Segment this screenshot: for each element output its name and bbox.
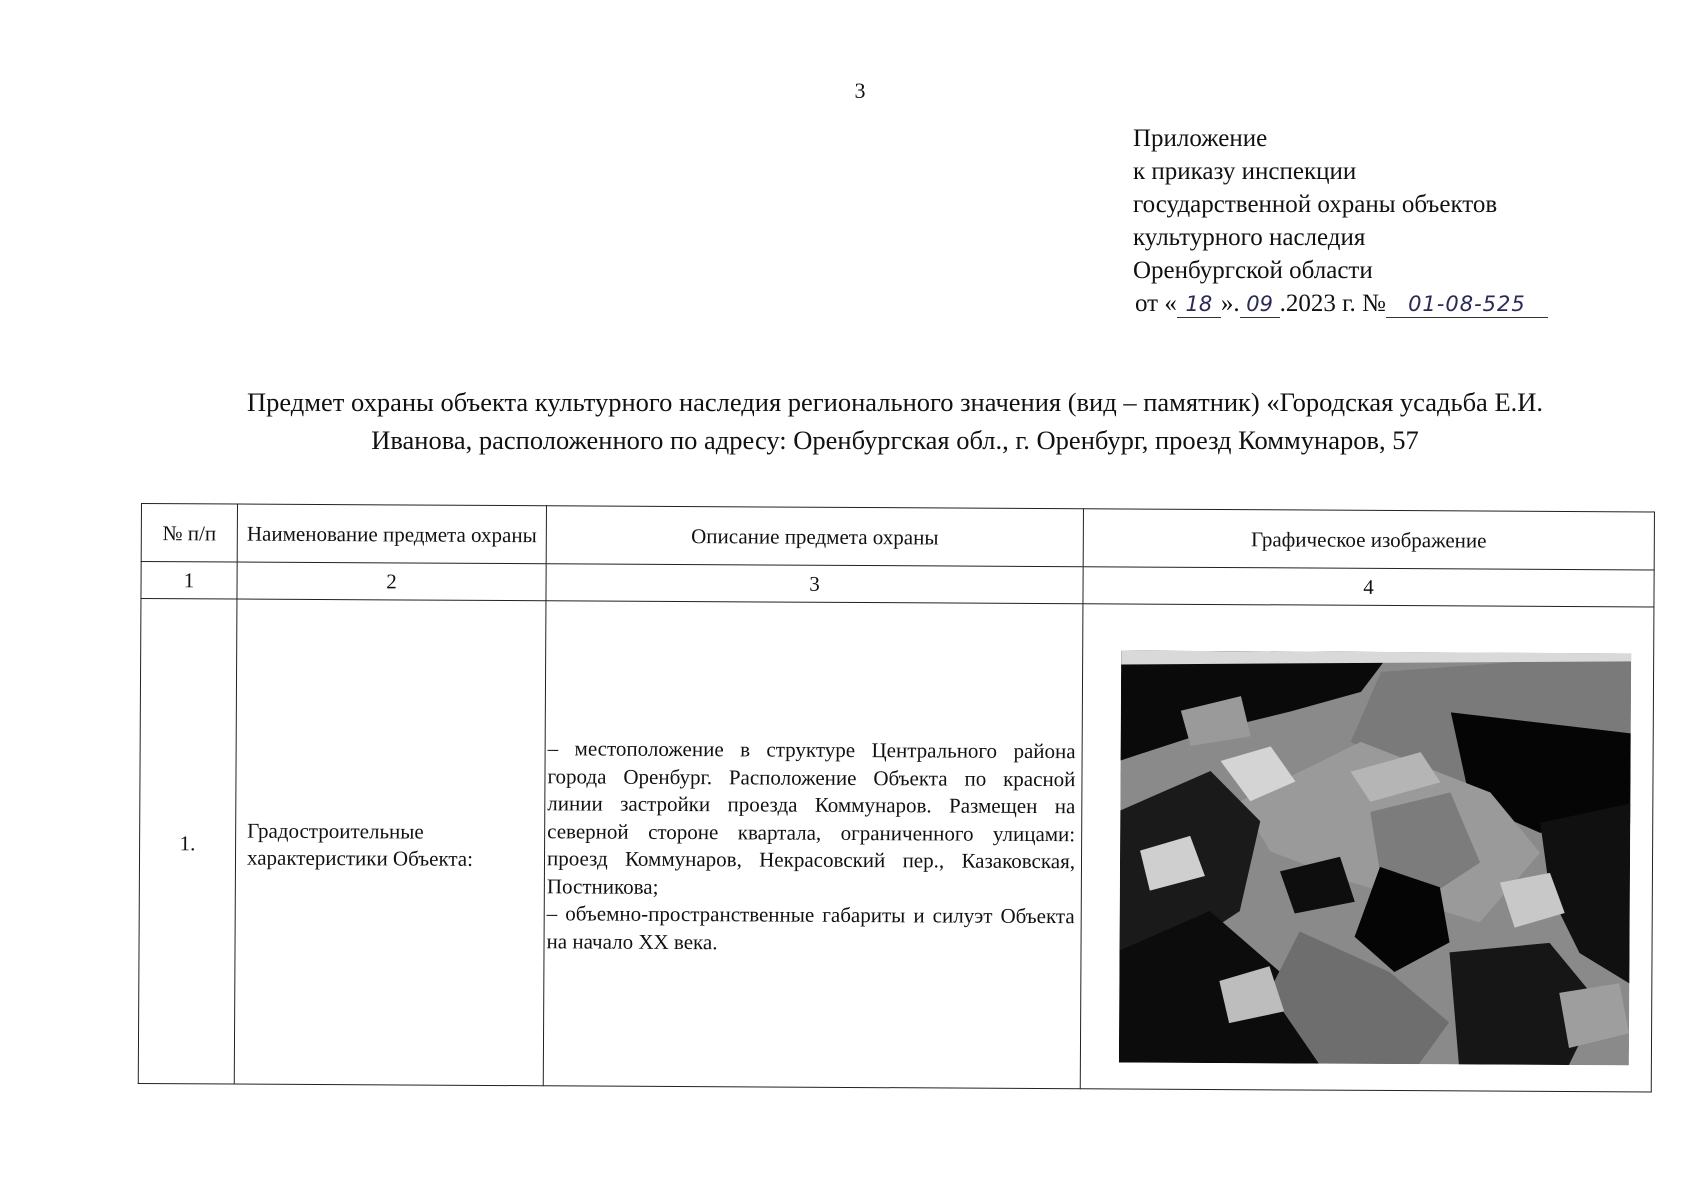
date-year: .2023 г. № (1279, 290, 1386, 317)
title-line-2: Иванова, расположенного по адресу: Оренбургская обл., г. Оренбург, проезд Коммунаров, 57 (371, 425, 1419, 455)
handwritten-day: 18 (1177, 291, 1221, 318)
page-number: 3 (854, 78, 866, 103)
date-separator: ». (1220, 290, 1240, 317)
appendix-block (1133, 122, 1673, 320)
title-line-1: Предмет охраны объекта культурного наследия регионального значения (вид – памятник) «Городская усадьба Е.И. (246, 387, 1544, 417)
document-title (170, 383, 1620, 459)
appendix-line: Приложение (1133, 125, 1268, 152)
handwritten-month: 09 (1240, 291, 1280, 318)
column-number: 1 (141, 562, 237, 600)
header-number: № п/п (141, 504, 237, 563)
row-description (543, 601, 1083, 1089)
description-paragraph: – местоположение в структуре Центрального района города Оренбург. Расположение Объекта по красной линии застройки проезда Коммунаров. Размещен на северной стороне квартала, ограниченного улицами: проезд Коммунаров, Некрасовский пер., Казаковская, Постникова; (546, 736, 1076, 899)
column-number: 3 (546, 564, 1083, 604)
appendix-line: Оренбургской области (1133, 257, 1373, 284)
column-number: 2 (237, 562, 546, 601)
order-date-line (1135, 287, 1673, 320)
appendix-line: культурного наследия (1133, 224, 1366, 251)
column-number: 4 (1083, 567, 1654, 607)
date-prefix: от « (1135, 290, 1177, 317)
appendix-line: к приказу инспекции (1133, 158, 1357, 185)
header-name: Наименование предмета охраны (237, 504, 546, 564)
row-image-cell (1080, 604, 1654, 1092)
table-header-row (141, 504, 1654, 570)
table-row (138, 599, 1654, 1092)
handwritten-order-number: 01-08-525 (1386, 291, 1548, 318)
row-name: Градостроительные характеристики Объекта: (234, 599, 546, 1086)
description-paragraph: – объемно-пространственные габариты и силуэт Объекта на начало XX века. (546, 901, 1075, 954)
appendix-line: государственной охраны объектов (1133, 191, 1498, 218)
header-description: Описание предмета охраны (546, 506, 1083, 567)
protection-table (138, 503, 1655, 1092)
aerial-photo (1119, 650, 1631, 1065)
header-image: Графическое изображение (1083, 509, 1654, 570)
row-number: 1. (138, 599, 237, 1085)
